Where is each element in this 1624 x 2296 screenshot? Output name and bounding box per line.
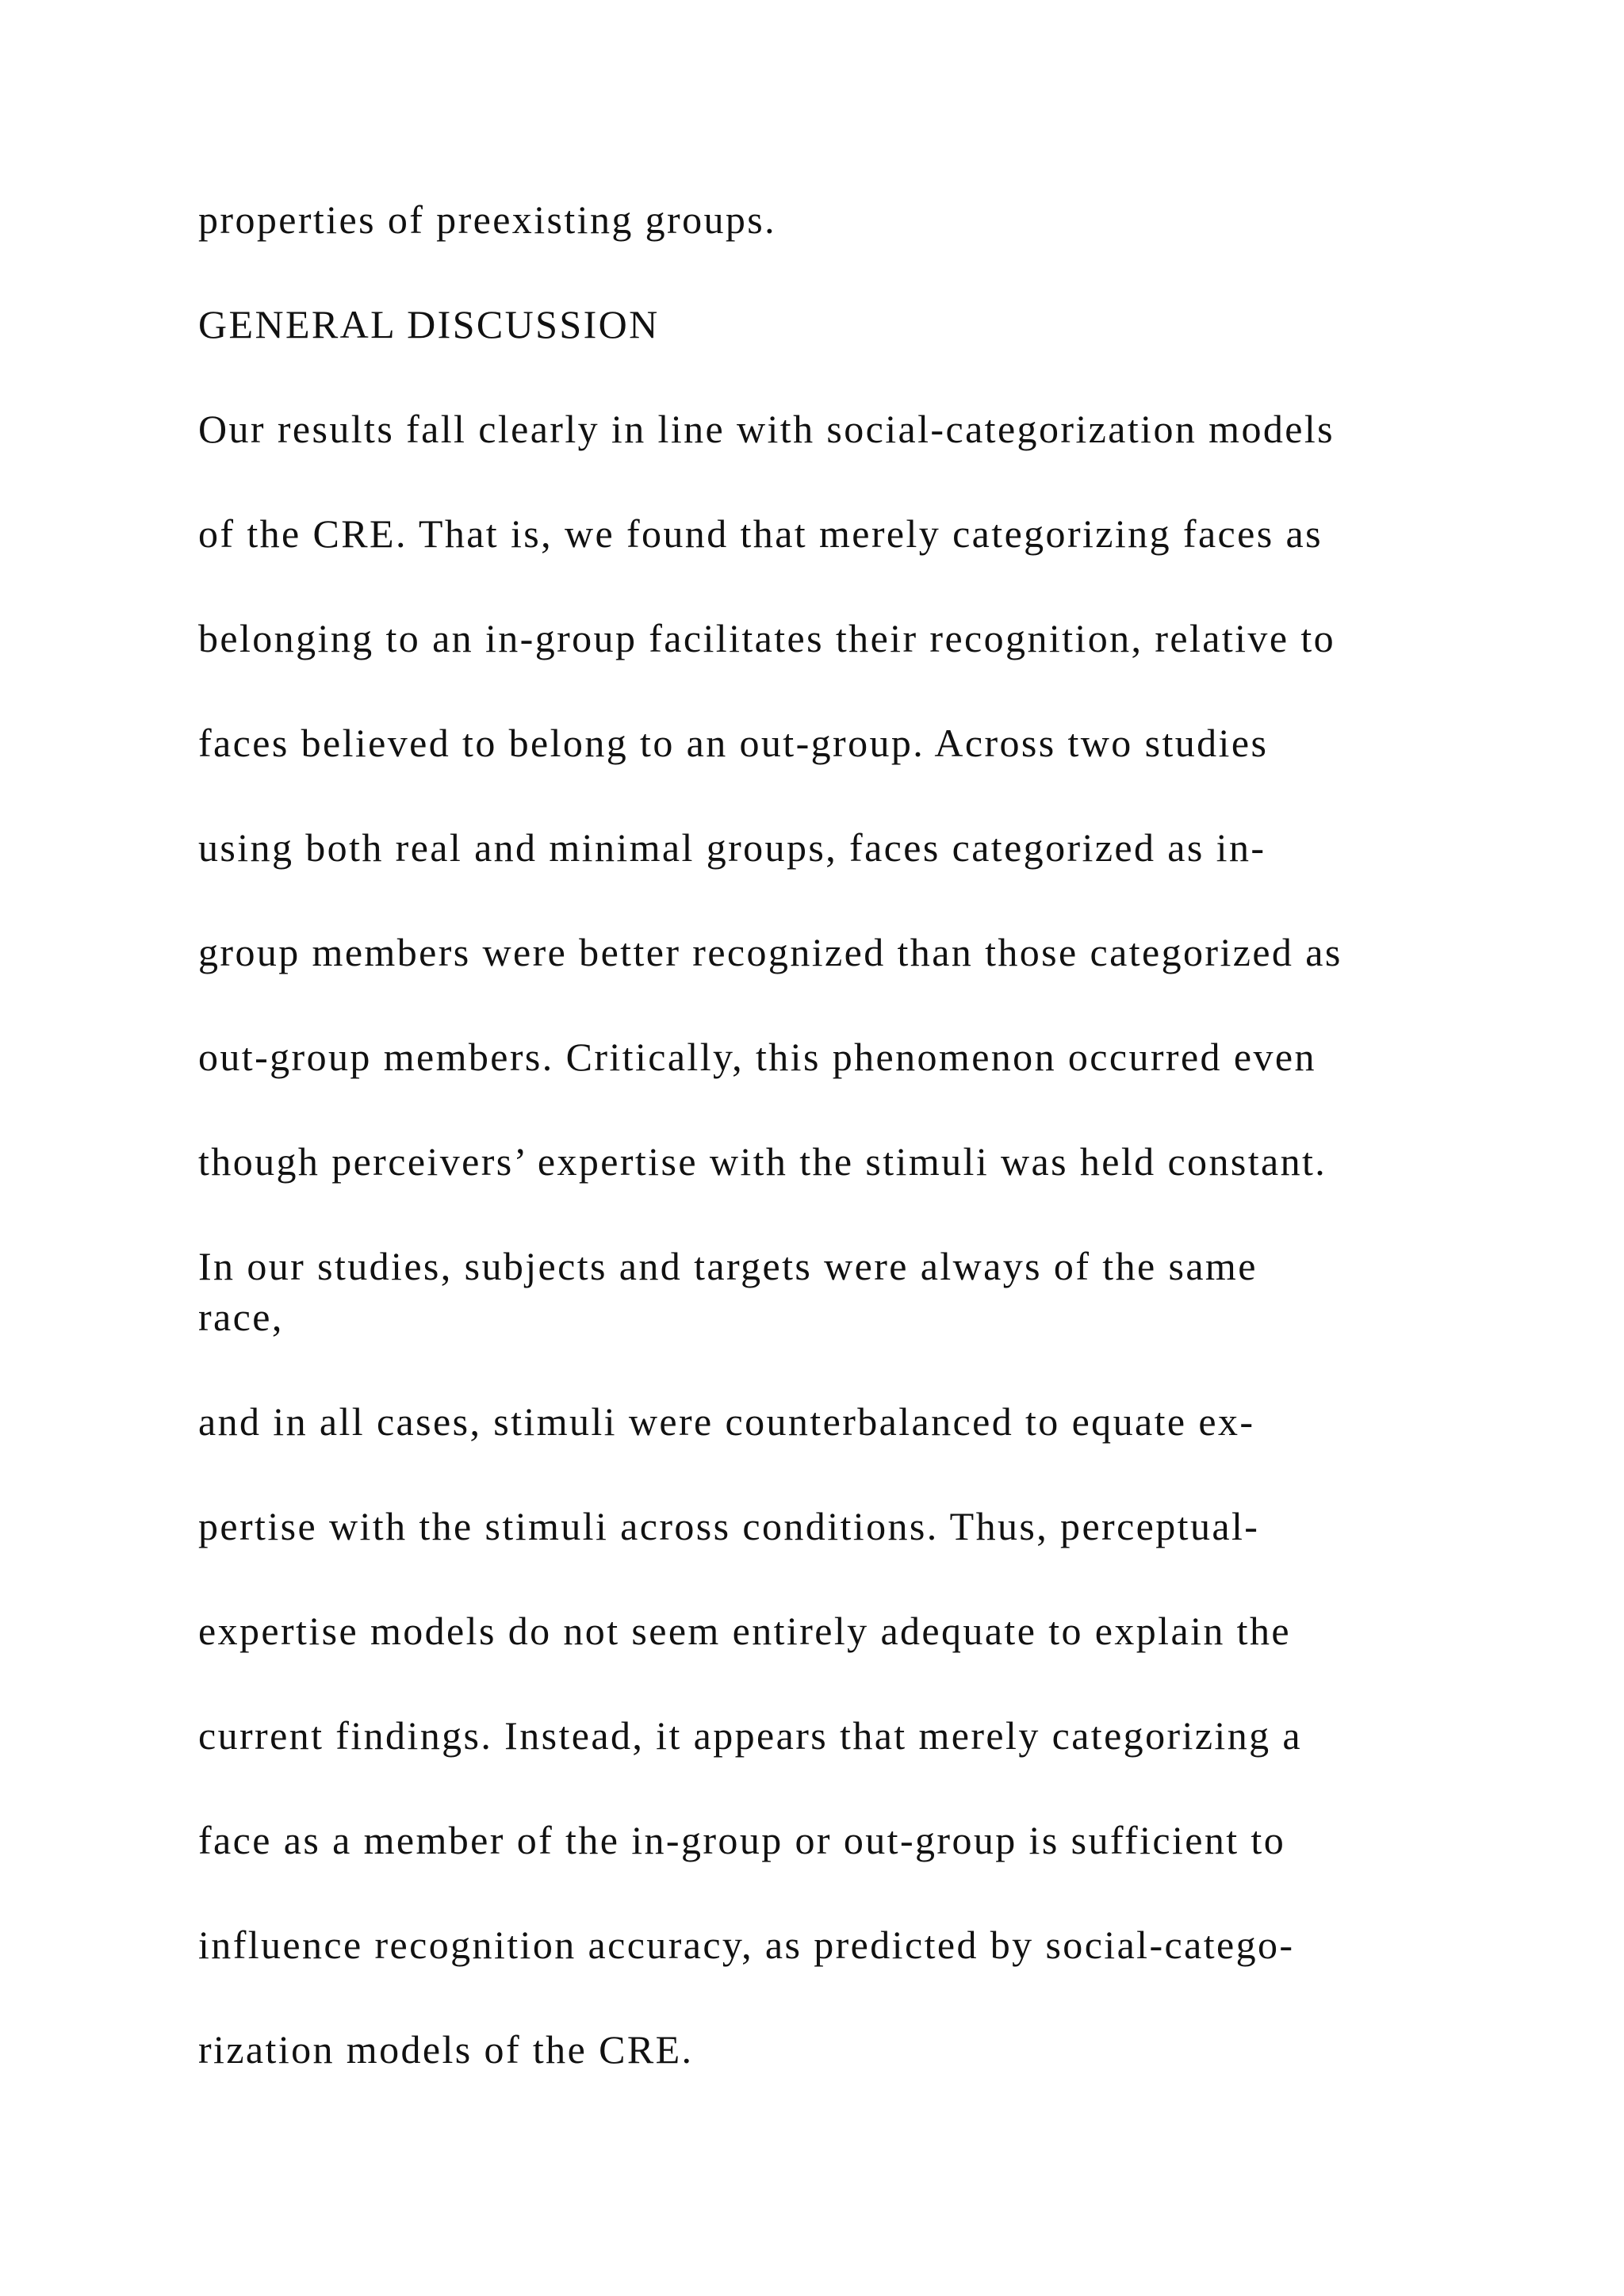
text-line-8: group members were better recognized than those categorized as: [198, 930, 1342, 974]
text-line-12: race,: [198, 1295, 284, 1339]
text-line-18: influence recognition accuracy, as predicted by social-catego-: [198, 1923, 1295, 1967]
text-line-16: current findings. Instead, it appears that merely categorizing a: [198, 1713, 1303, 1758]
text-line-4: of the CRE. That is, we found that merely categorizing faces as: [198, 511, 1323, 556]
text-line-3: Our results fall clearly in line with social-categorization models: [198, 407, 1335, 451]
text-line-6: faces believed to belong to an out-group. Across two studies: [198, 721, 1269, 765]
text-line-17: face as a member of the in-group or out-group is sufficient to: [198, 1818, 1286, 1862]
text-line-1: properties of preexisting groups.: [198, 197, 777, 242]
text-line-9: out-group members. Critically, this phenomenon occurred even: [198, 1035, 1316, 1079]
text-line-15: expertise models do not seem entirely adequate to explain the: [198, 1609, 1291, 1653]
text-line-11: In our studies, subjects and targets were always of the same: [198, 1244, 1258, 1288]
text-line-10: though perceivers’ expertise with the stimuli was held constant.: [198, 1139, 1327, 1184]
text-line-14: pertise with the stimuli across conditions. Thus, perceptual-: [198, 1504, 1260, 1548]
section-heading: GENERAL DISCUSSION: [198, 302, 660, 346]
text-line-19: rization models of the CRE.: [198, 2027, 694, 2072]
text-line-5: belonging to an in-group facilitates their recognition, relative to: [198, 616, 1336, 660]
text-line-13: and in all cases, stimuli were counterbalanced to equate ex-: [198, 1399, 1255, 1444]
text-line-7: using both real and minimal groups, faces categorized as in-: [198, 825, 1266, 870]
